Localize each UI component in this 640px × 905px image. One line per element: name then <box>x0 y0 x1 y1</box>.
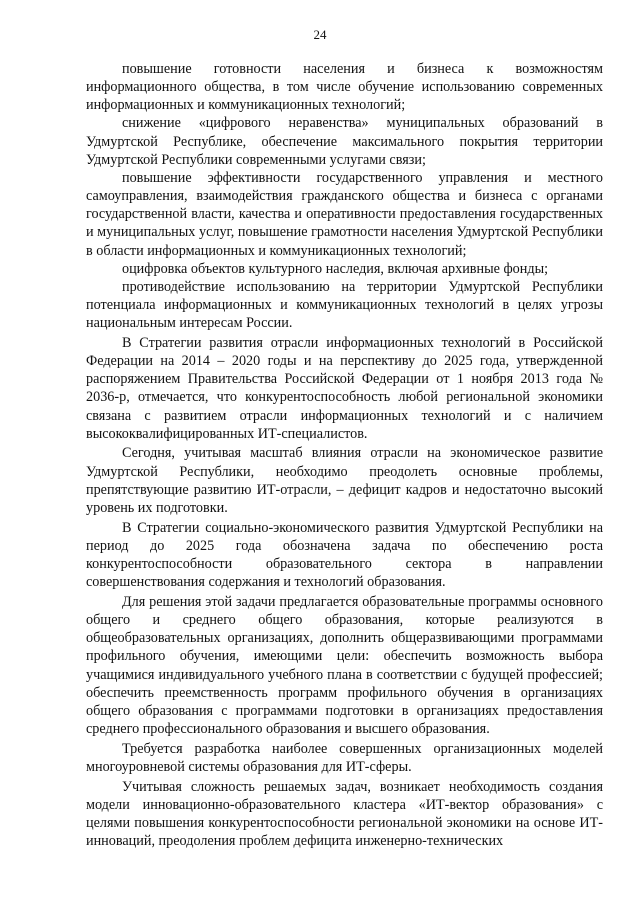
paragraph: Сегодня, учитывая масштаб влияния отрасли на экономическое развитие Удмуртской Республики, необходимо преодолеть основные проблемы, препятствующие развитию ИТ-отрасли, – дефицит кадров и недостаточно высокий уровень их подготовки. <box>86 445 603 516</box>
page-number: 24 <box>313 27 327 42</box>
document-body <box>86 60 603 850</box>
paragraph: Требуется разработка наиболее совершенных организационных моделей многоуровневой системы образования для ИТ-сферы. <box>86 740 603 775</box>
paragraph: Учитывая сложность решаемых задач, возникает необходимость создания модели инновационно-образовательного кластера «ИТ-вектор образования» с целями повышения конкурентоспособности региональной экономики на основе ИТ-инноваций, преодоления проблем дефицита инженерно-технических <box>86 778 603 850</box>
paragraph: Для решения этой задачи предлагается образовательные программы основного общего и среднего общего образования, которые реализуются в общеобразовательных организациях, дополнить общеразвивающими программами профильного обучения, имеющими цели: обеспечить возможность выбора учащимися индивидуального учебного плана в соответствии с будущей профессией; обеспечить преемственность программ профильного обучения в организациях общего образования с программами подготовки в организациях предоставления среднего профессионального образования и высшего образования. <box>86 593 603 737</box>
paragraph: оцифровка объектов культурного наследия, включая архивные фонды; <box>122 260 549 277</box>
paragraph: повышение готовности населения и бизнеса к возможностям информационного общества, в том числе обучение использованию современных информационных и коммуникационных технологий; <box>86 61 603 114</box>
paragraph: противодействие использованию на территории Удмуртской Республики потенциала информационных и коммуникационных технологий в целях угрозы национальным интересам России. <box>86 278 603 332</box>
paragraph: повышение эффективности государственного управления и местного самоуправления, взаимодействия гражданского общества и бизнеса с органами государственной власти, качества и оперативности предоставления государственных и муниципальных услуг, повышение грамотности населения Удмуртской Республики в области информационных и коммуникационных технологий; <box>86 169 603 259</box>
paragraph: В Стратегии развития отрасли информационных технологий в Российской Федерации на 2014 – 2020 годы и на перспективу до 2025 года, утвержденной распоряжением Правительства Российской Федерации от 1 ноября 2013 года № 2036-р, отмечается, что конкурентоспособность любой региональной экономики связана с развитием отрасли информационных технологий и с наличием высококвалифицированных ИТ-специалистов. <box>86 334 603 442</box>
paragraph: снижение «цифрового неравенства» муниципальных образований в Удмуртской Республике, обеспечение максимального покрытия территории Удмуртской Республики современными услугами связи; <box>86 115 603 168</box>
paragraph: В Стратегии социально-экономического развития Удмуртской Республики на период до 2025 года обозначена задача по обеспечению роста конкурентоспособности образовательного сектора в направлении совершенствования содержания и технологий образования. <box>86 519 603 591</box>
